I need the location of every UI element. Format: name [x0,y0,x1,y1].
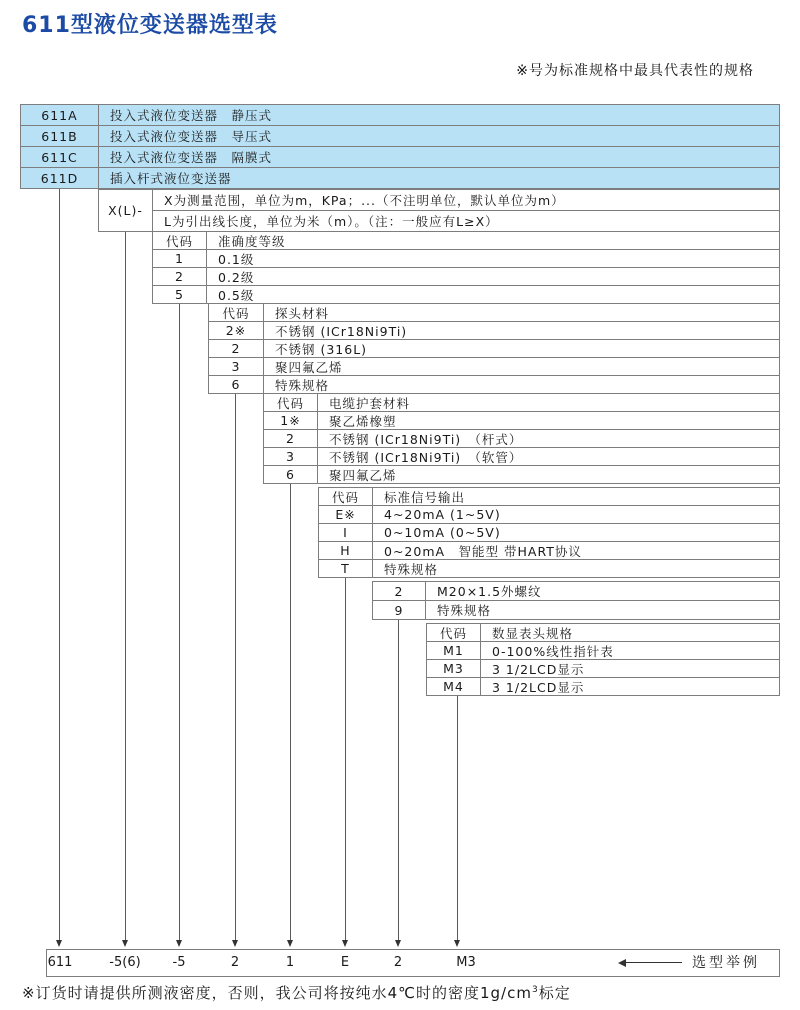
table-row [264,430,780,448]
example-row-box [46,949,780,977]
cable-label: 聚四氟乙烯 [318,466,780,484]
table-row [209,376,780,394]
example-value: E [340,955,350,970]
table-row [427,660,780,678]
table-row [264,412,780,430]
probe-code: 2※ [209,322,264,340]
density-note-superscript: 3 [531,985,539,995]
display-code: M3 [427,660,481,678]
column-header-code: 代码 [319,488,373,506]
accuracy-code: 1 [153,250,207,268]
signal-label: 特殊规格 [373,560,780,578]
example-value: 1 [285,955,295,970]
accuracy-table [152,231,780,304]
signal-code: I [319,524,373,542]
arrow-down-icon [342,940,348,947]
thread-code: 9 [373,601,426,620]
probe-label: 不锈钢 (316L) [264,340,780,358]
model-label: 投入式液位变送器 导压式 [99,126,780,147]
example-value: M3 [456,955,476,970]
probe-code: 6 [209,376,264,394]
arrow-down-icon [176,940,182,947]
column-header-label: 电缆护套材料 [318,394,780,412]
standard-spec-note: ※号为标准规格中最具代表性的规格 [516,63,754,79]
example-value: -5(6) [109,955,141,970]
signal-label: 0~20mA 智能型 带HART协议 [373,542,780,560]
table-row [427,642,780,660]
connector-line [457,696,458,940]
table-header-row [153,232,780,250]
display-label: 3 1/2LCD显示 [481,678,780,696]
range-code: X(L)- [99,190,153,232]
display-label: 0-100%线性指针表 [481,642,780,660]
connector-line [235,394,236,940]
table-row [21,126,780,147]
probe-label: 特殊规格 [264,376,780,394]
table-row [319,524,780,542]
model-label: 投入式液位变送器 隔膜式 [99,147,780,168]
model-code: 611B [21,126,99,147]
table-row [209,340,780,358]
connector-line [345,578,346,940]
column-header-label: 标准信号输出 [373,488,780,506]
cable-label: 不锈钢 (ICr18Ni9Ti) （杆式） [318,430,780,448]
table-row [99,190,780,232]
arrow-down-icon [232,940,238,947]
cable-code: 2 [264,430,318,448]
cable-code: 6 [264,466,318,484]
thread-label: 特殊规格 [426,601,780,620]
accuracy-code: 2 [153,268,207,286]
table-header-row [264,394,780,412]
arrow-down-icon [395,940,401,947]
table-row [319,542,780,560]
table-row [319,506,780,524]
table-row [209,358,780,376]
probe-code: 3 [209,358,264,376]
arrow-left-line [626,962,682,963]
table-row [373,582,780,601]
accuracy-label: 0.1级 [207,250,780,268]
example-arrow-label: 选型举例 [692,955,760,971]
signal-code: H [319,542,373,560]
connector-line [290,484,291,940]
connector-line [179,304,180,940]
table-row [21,147,780,168]
thread-label: M20×1.5外螺纹 [426,582,780,601]
column-header-code: 代码 [427,624,481,642]
table-row [21,168,780,189]
probe-label: 不锈钢 (ICr18Ni9Ti) [264,322,780,340]
column-header-code: 代码 [264,394,318,412]
thread-table [372,581,780,620]
range-note: L为引出线长度，单位为米（m）。（注：一般应有L≥X） [153,211,780,232]
table-row [427,678,780,696]
arrow-down-icon [287,940,293,947]
display-code: M1 [427,642,481,660]
column-header-label: 准确度等级 [207,232,780,250]
table-row [319,560,780,578]
accuracy-code: 5 [153,286,207,304]
accuracy-label: 0.2级 [207,268,780,286]
table-row [209,322,780,340]
connector-line [398,620,399,940]
connector-line [59,189,60,940]
example-value: 2 [230,955,240,970]
signal-code: E※ [319,506,373,524]
table-row [373,601,780,620]
example-value: 2 [393,955,403,970]
probe-label: 聚四氟乙烯 [264,358,780,376]
table-row [264,466,780,484]
accuracy-label: 0.5级 [207,286,780,304]
probe-code: 2 [209,340,264,358]
example-value: -5 [172,955,186,970]
table-header-row [427,624,780,642]
table-row [264,448,780,466]
cable-material-table [263,393,780,484]
table-row [153,250,780,268]
density-note-suffix: 标定 [538,984,571,1002]
display-code: M4 [427,678,481,696]
model-label: 投入式液位变送器 静压式 [99,105,780,126]
table-row [153,268,780,286]
column-header-label: 探头材料 [264,304,780,322]
column-header-label: 数显表头规格 [481,624,780,642]
table-header-row [209,304,780,322]
cable-code: 1※ [264,412,318,430]
display-label: 3 1/2LCD显示 [481,660,780,678]
cable-label: 不锈钢 (ICr18Ni9Ti) （软管） [318,448,780,466]
table-header-row [319,488,780,506]
connector-line [125,232,126,940]
model-series-table [20,104,780,189]
model-code: 611A [21,105,99,126]
arrow-down-icon [454,940,460,947]
density-note-text: ※订货时请提供所测液密度，否则，我公司将按纯水4℃时的密度1g/cm [22,984,532,1002]
thread-code: 2 [373,582,426,601]
model-code: 611C [21,147,99,168]
cable-code: 3 [264,448,318,466]
cable-label: 聚乙烯橡塑 [318,412,780,430]
arrow-left-icon [618,959,626,967]
example-value: 611 [47,955,73,970]
signal-label: 0~10mA (0~5V) [373,524,780,542]
arrow-down-icon [56,940,62,947]
model-label: 插入杆式液位变送器 [99,168,780,189]
range-note: X为测量范围，单位为m，KPa；...（不注明单位，默认单位为m） [153,190,780,211]
signal-output-table [318,487,780,578]
column-header-code: 代码 [209,304,264,322]
signal-code: T [319,560,373,578]
arrow-down-icon [122,940,128,947]
table-row [21,105,780,126]
probe-material-table [208,303,780,394]
page-title: 611型液位变送器选型表 [22,13,278,38]
column-header-code: 代码 [153,232,207,250]
model-code: 611D [21,168,99,189]
range-table [98,189,780,232]
signal-label: 4~20mA (1~5V) [373,506,780,524]
table-row [153,286,780,304]
display-head-table [426,623,780,696]
density-note [22,982,571,1003]
